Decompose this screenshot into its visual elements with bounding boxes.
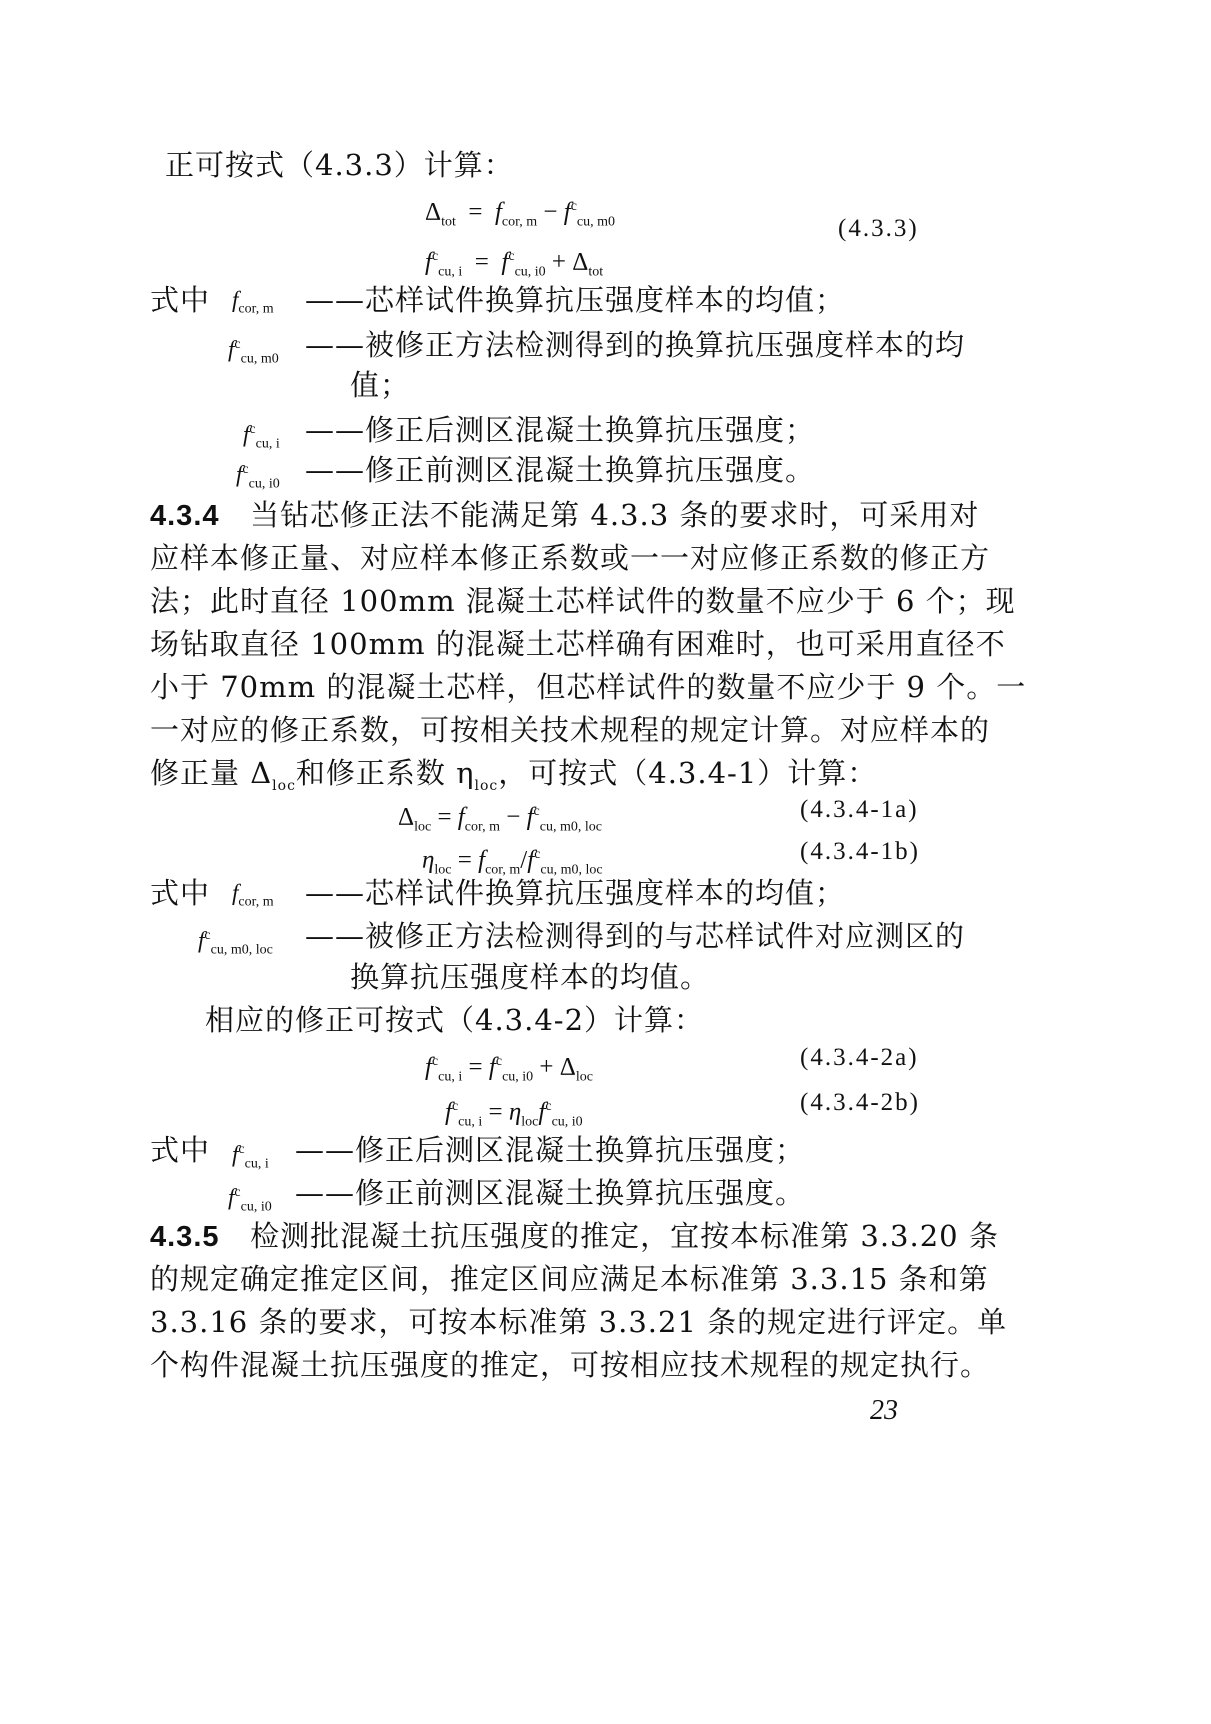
defs-lead: 式中	[150, 876, 211, 910]
paragraph-line-last: 修正量 $\Delta_{loc}$和修正系数 $\eta_{loc}$，可按式（4.3.4-1）计算：	[150, 756, 878, 794]
section-4-3-5-first-line: 4.3.5 检测批混凝土抗压强度的推定，宜按本标准第 3.3.20 条	[150, 1219, 999, 1253]
def-text: ——被修正方法检测得到的与芯样试件对应测区的	[305, 919, 966, 953]
intro-text: 正可按式（4.3.3）计算：	[165, 148, 514, 182]
defs-lead: 式中	[150, 1133, 211, 1167]
paragraph-line: 一对应的修正系数，可按相关技术规程的规定计算。对应样本的	[150, 713, 991, 747]
def-symbol: $f_{cor, m}$	[232, 287, 274, 317]
equation-number: (4.3.3)	[838, 215, 919, 242]
paragraph-line: 法；此时直径 100mm 混凝土芯样试件的数量不应少于 6 个；现	[150, 584, 1016, 618]
equation-number: (4.3.4-1b)	[800, 838, 920, 865]
def-text: ——被修正方法检测得到的换算抗压强度样本的均	[305, 328, 966, 362]
equation-4-3-4-2a: $f^c_{cu, i} = f^c_{cu, i0} + \Delta_{loc}$	[425, 1053, 593, 1085]
def-text: ——修正后测区混凝土换算抗压强度；	[305, 413, 816, 447]
paragraph-line: 场钻取直径 100mm 的混凝土芯样确有困难时，也可采用直径不	[150, 627, 1006, 661]
equation-number: (4.3.4-2b)	[800, 1089, 920, 1116]
equation-4-3-3-line1: $\Delta_{tot} = f_{cor, m} - f^c_{cu, m0}$	[425, 198, 616, 230]
defs-lead: 式中	[150, 283, 211, 317]
def-symbol: $f_{cor, m}$	[232, 880, 274, 910]
equation-4-3-4-2b: $f^c_{cu, i} = \eta_{loc}f^c_{cu, i0}$	[445, 1098, 583, 1130]
def-symbol: $f^c_{cu, i0}$	[236, 461, 280, 492]
intro-text-2: 相应的修正可按式（4.3.4-2）计算：	[205, 1003, 705, 1037]
section-4-3-4-first-line: 4.3.4 当钻芯修正法不能满足第 4.3.3 条的要求时，可采用对	[150, 498, 980, 532]
page-number: 23	[870, 1395, 898, 1426]
paragraph-line: 应样本修正量、对应样本修正系数或一一对应修正系数的修正方	[150, 541, 991, 575]
def-symbol: $f^c_{cu, m0}$	[228, 336, 279, 367]
def-symbol: $f^c_{cu, i}$	[243, 421, 280, 452]
equation-number: (4.3.4-1a)	[800, 796, 919, 823]
def-text: ——修正后测区混凝土换算抗压强度；	[295, 1133, 806, 1167]
equation-number: (4.3.4-2a)	[800, 1044, 919, 1071]
paragraph-line: 的规定确定推定区间，推定区间应满足本标准第 3.3.15 条和第	[150, 1262, 989, 1296]
def-text: ——修正前测区混凝土换算抗压强度。	[295, 1176, 806, 1210]
def-symbol: $f^c_{cu, m0, loc}$	[198, 927, 273, 958]
def-text-continued: 值；	[350, 368, 411, 402]
paragraph-line-last: 个构件混凝土抗压强度的推定，可按相应技术规程的规定执行。	[150, 1348, 991, 1382]
def-text: ——修正前测区混凝土换算抗压强度。	[305, 453, 816, 487]
def-text-continued: 换算抗压强度样本的均值。	[350, 960, 711, 994]
def-symbol: $f^c_{cu, i}$	[232, 1141, 269, 1172]
equation-4-3-3-line2: $f^c_{cu, i} = f^c_{cu, i0} + \Delta_{tot}$	[425, 248, 604, 280]
section-number: 4.3.4	[150, 500, 220, 532]
equation-4-3-4-1b: $\eta_{loc} = f_{cor, m}/f^c_{cu, m0, loc}$	[422, 846, 603, 878]
paragraph-line: 小于 70mm 的混凝土芯样，但芯样试件的数量不应少于 9 个。一	[150, 670, 1027, 704]
def-text: ——芯样试件换算抗压强度样本的均值；	[305, 876, 846, 910]
section-number: 4.3.5	[150, 1221, 220, 1253]
def-text: ——芯样试件换算抗压强度样本的均值；	[305, 283, 846, 317]
equation-4-3-4-1a: $\Delta_{loc} = f_{cor, m} - f^c_{cu, m0, loc}$	[398, 803, 602, 835]
def-symbol: $f^c_{cu, i0}$	[228, 1184, 272, 1215]
eq-symbol: Δ	[425, 198, 442, 226]
paragraph-line: 3.3.16 条的要求，可按本标准第 3.3.21 条的规定进行评定。单	[150, 1305, 1008, 1339]
